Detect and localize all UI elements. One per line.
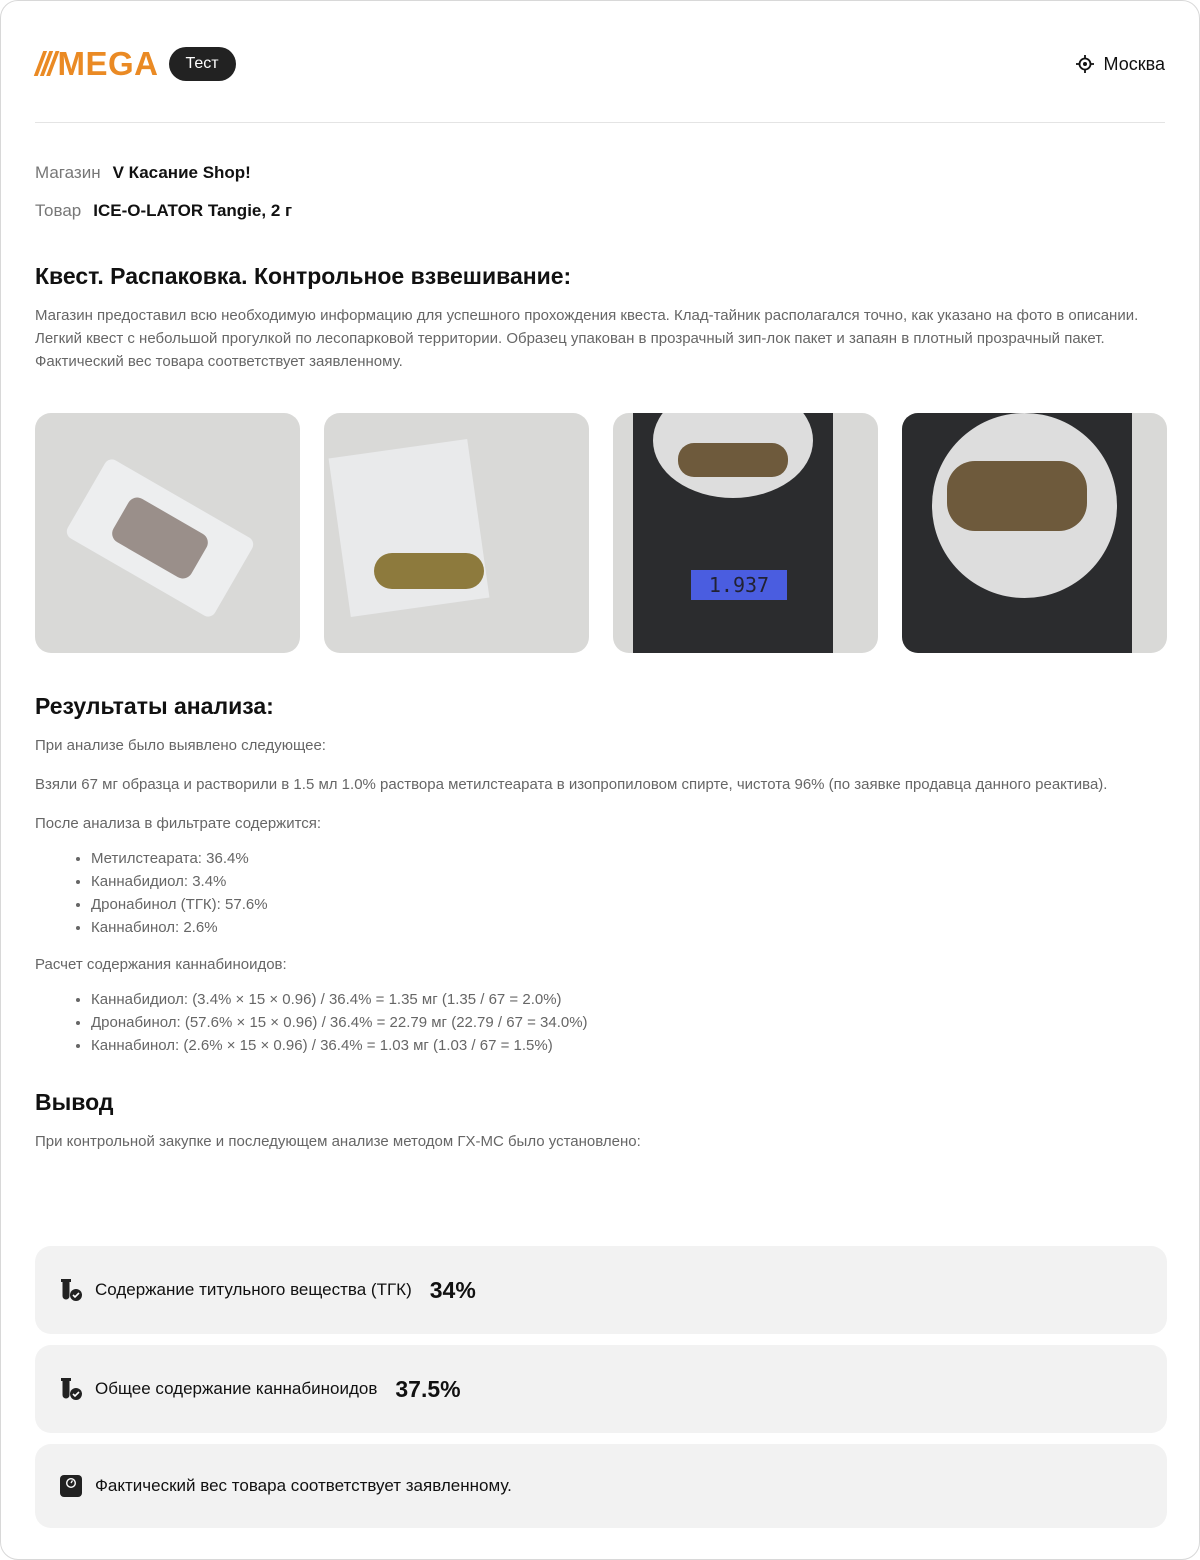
shop-row: Магазин V Касание Shop! bbox=[35, 163, 251, 182]
header bbox=[35, 43, 1165, 85]
main-content bbox=[35, 161, 1167, 1153]
divider bbox=[35, 122, 1165, 123]
test-tube-check-icon bbox=[59, 1278, 83, 1302]
list-item: • Каннабидиол: (3.4% × 15 × 0.96) / 36.4% = 1.35 мг (1.35 / 67 = 2.0%) bbox=[91, 988, 1167, 1011]
analysis-intro: При анализе было выявлено следующее: bbox=[35, 737, 326, 754]
scale-display: 1.937 bbox=[691, 570, 787, 600]
photo-gallery bbox=[35, 413, 1167, 653]
analysis-title: Результаты анализа: bbox=[35, 693, 274, 719]
list-item: • Каннабинол: (2.6% × 15 × 0.96) / 36.4% = 1.03 мг (1.03 / 67 = 1.5%) bbox=[91, 1034, 1167, 1057]
result-cards bbox=[35, 1246, 1167, 1539]
logo[interactable]: /// MEGA bbox=[35, 45, 159, 82]
scale-icon bbox=[59, 1474, 83, 1498]
photo-scale[interactable] bbox=[613, 413, 878, 653]
product-row: Товар ICE-O-LATOR Tangie, 2 г bbox=[35, 201, 293, 220]
filtrate-list bbox=[91, 847, 1167, 939]
quest-text: Магазин предоставил всю необходимую информацию для успешного прохождения квеста. Клад-тайник располагался точно, как указано на фото в описании. Легкий квест с небольшой прогулкой по лесопарковой территории. Образец упакован в прозрачный зип-лок пакет и запаян в плотный прозрачный пакет. Фактический вес товара соответствует заявленному. bbox=[35, 307, 1139, 370]
analysis-method: Взяли 67 мг образца и растворили в 1.5 мл 1.0% раствора метилстеарата в изопропиловом спирте, чистота 96% (по заявке продавца данного реактива). bbox=[35, 776, 1108, 793]
photo-scale-closeup[interactable] bbox=[902, 413, 1167, 653]
test-badge: Тест bbox=[169, 47, 236, 81]
conclusion-title: Вывод bbox=[35, 1089, 114, 1115]
shop-name[interactable]: V Касание Shop! bbox=[112, 163, 251, 182]
card-label: Содержание титульного вещества (ТГК) bbox=[95, 1280, 412, 1299]
card-value: 37.5% bbox=[395, 1375, 461, 1402]
list-item: • Дронабинол: (57.6% × 15 × 0.96) / 36.4% = 22.79 мг (22.79 / 67 = 34.0%) bbox=[91, 1011, 1167, 1034]
card-label: Фактический вес товара соответствует заявленному. bbox=[95, 1476, 512, 1495]
card-value: 34% bbox=[429, 1276, 476, 1303]
result-card-thc bbox=[35, 1246, 1167, 1334]
city-selector[interactable]: Москва bbox=[1076, 54, 1165, 75]
product-name[interactable]: ICE-O-LATOR Tangie, 2 г bbox=[93, 201, 293, 220]
test-tube-check-icon bbox=[59, 1377, 83, 1401]
result-card-total bbox=[35, 1345, 1167, 1433]
conclusion-text: При контрольной закупке и последующем анализе методом ГХ-МС было установлено: bbox=[35, 1133, 641, 1150]
list-item: • Каннабидиол: 3.4% bbox=[91, 870, 1167, 893]
calc-label: Расчет содержания каннабиноидов: bbox=[35, 956, 287, 973]
list-item: • Дронабинол (ТГК): 57.6% bbox=[91, 893, 1167, 916]
photo-ziplock[interactable] bbox=[324, 413, 589, 653]
result-card-weight bbox=[35, 1444, 1167, 1528]
photo-package[interactable] bbox=[35, 413, 300, 653]
list-item: • Метилстеарата: 36.4% bbox=[91, 847, 1167, 870]
filtrate-label: После анализа в фильтрате содержится: bbox=[35, 815, 322, 832]
location-target-icon bbox=[1076, 55, 1094, 73]
quest-title: Квест. Распаковка. Контрольное взвешивание: bbox=[35, 263, 572, 289]
card-label: Общее содержание каннабиноидов bbox=[95, 1379, 378, 1398]
list-item: • Каннабинол: 2.6% bbox=[91, 916, 1167, 939]
calc-list bbox=[91, 988, 1167, 1057]
